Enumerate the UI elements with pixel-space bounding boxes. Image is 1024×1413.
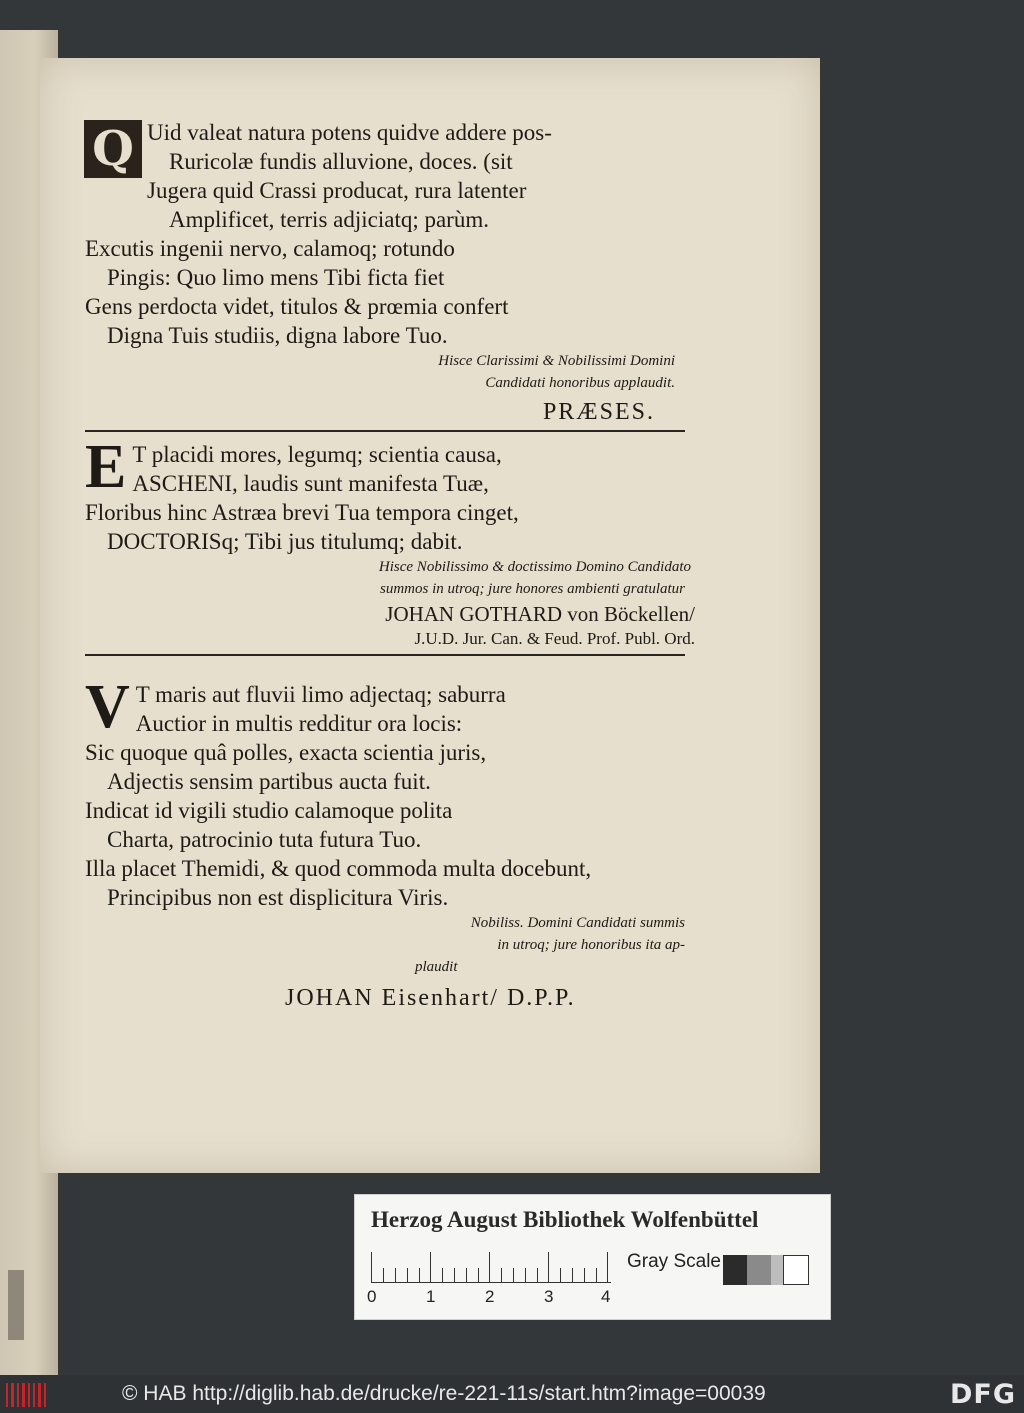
ruler-tick [454,1268,455,1282]
ruler-tick [371,1252,372,1282]
ruler-tick [572,1268,573,1282]
ruler-tick [501,1268,502,1282]
dedication-line: Hisce Clarissimi & Nobilissimi Domini [438,353,675,369]
author-title: J.U.D. Jur. Can. & Feud. Prof. Publ. Ord. [414,629,695,648]
gray-swatch-dark [747,1255,771,1285]
poem-1 [85,118,695,438]
poem-line: Charta, patrocinio tuta futura Tuo. [107,827,422,852]
poem-line: Uid valeat natura potens quidve addere pos- [147,120,552,145]
dedication-line: plaudit [415,959,458,975]
poem-line: Digna Tuis studiis, digna labore Tuo. [107,323,448,348]
ruler-number: 1 [426,1287,436,1306]
ruler-number: 3 [544,1287,554,1306]
divider [85,654,685,656]
copyright-link[interactable]: © HAB http://diglib.hab.de/drucke/re-221-11s/start.htm?image=00039 [122,1382,766,1405]
ruler-tick [419,1268,420,1282]
poem-line: T maris aut fluvii limo adjectaq; saburra [135,682,506,707]
ruler-tick [395,1268,396,1282]
poem-line: Amplificet, terris adjiciatq; parùm. [169,207,489,232]
poem-line: Sic quoque quâ polles, exacta scientia juris, [85,740,487,765]
dedication-line: Nobiliss. Domini Candidati summis [470,915,685,931]
ruler-tick [525,1268,526,1282]
ruler-tick [560,1268,561,1282]
ruler-tick [383,1268,384,1282]
poem-line: Auctior in multis redditur ora locis: [135,711,463,736]
poem-line: Ruricolæ fundis alluvione, doces. (sit [169,149,513,174]
ruler-tick [548,1252,549,1282]
ruler-number: 4 [601,1287,611,1306]
poem-line: Excutis ingenii nervo, calamoq; rotundo [85,236,455,261]
poem-line: DOCTORISq; Tibi jus titulumq; dabit. [107,529,463,554]
poem-line: Pingis: Quo limo mens Tibi ficta fiet [107,265,445,290]
ornamental-initial: Q [84,120,142,178]
gray-swatch-black [723,1255,747,1285]
drop-cap: V [85,673,130,741]
hab-barcode-logo-icon[interactable] [6,1383,46,1407]
poem-3 [85,673,695,1012]
document-page [40,58,820,1173]
dfg-logo-icon[interactable]: DFG [949,1379,1016,1410]
poem-line: Indicat id vigili studio calamoque polita [85,798,453,823]
author-signature: JOHAN Eisenhart/ D.P.P. [285,985,576,1011]
poem-line: Jugera quid Crassi producat, rura latenter [147,178,527,203]
previous-page-mark [8,1270,24,1340]
ruler-tick [442,1268,443,1282]
library-name: Herzog August Bibliothek Wolfenbüttel [371,1207,759,1232]
ruler-tick [537,1268,538,1282]
ruler-tick [489,1252,490,1282]
poem-line: T placidi mores, legumq; scientia causa, [132,442,502,467]
ruler-tick [466,1268,467,1282]
author-signature: PRÆSES. [542,399,655,425]
poem-line: Principibus non est displicitura Viris. [107,885,449,910]
ruler-number: 2 [485,1287,495,1306]
gray-scale-label: Gray Scale [627,1251,721,1272]
gray-swatch-white [783,1255,809,1285]
ruler-tick [607,1252,608,1282]
ruler-tick [596,1268,597,1282]
ruler-tick [407,1268,408,1282]
library-color-card [354,1194,831,1320]
drop-cap: E [85,433,127,501]
dedication-line: Hisce Nobilissimo & doctissimo Domino Candidato [378,559,691,575]
dedication-line: summos in utroq; jure honores ambienti gratulatur [379,581,685,597]
poem-line: Floribus hinc Astræa brevi Tua tempora cinget, [85,500,519,525]
dedication-line: Candidati honoribus applaudit. [485,375,675,391]
ruler-tick [584,1268,585,1282]
scale-ruler [371,1253,611,1283]
author-signature: JOHAN GOTHARD von Böckellen/ [385,602,695,626]
ruler-tick [430,1252,431,1282]
divider [85,430,685,432]
ruler-number: 0 [367,1287,377,1306]
poem-line: Adjectis sensim partibus aucta fuit. [107,769,431,794]
ruler-tick [513,1268,514,1282]
viewer-footer [0,1375,1024,1413]
poem-line: Illa placet Themidi, & quod commoda multa docebunt, [85,856,592,881]
poem-line: ASCHENI, laudis sunt manifesta Tuæ, [132,471,489,496]
dedication-line: in utroq; jure honoribus ita ap- [497,937,685,953]
gray-swatch-light [771,1255,783,1285]
poem-2 [85,433,695,662]
poem-line: Gens perdocta videt, titulos & prœmia confert [85,294,509,319]
ruler-tick [478,1268,479,1282]
